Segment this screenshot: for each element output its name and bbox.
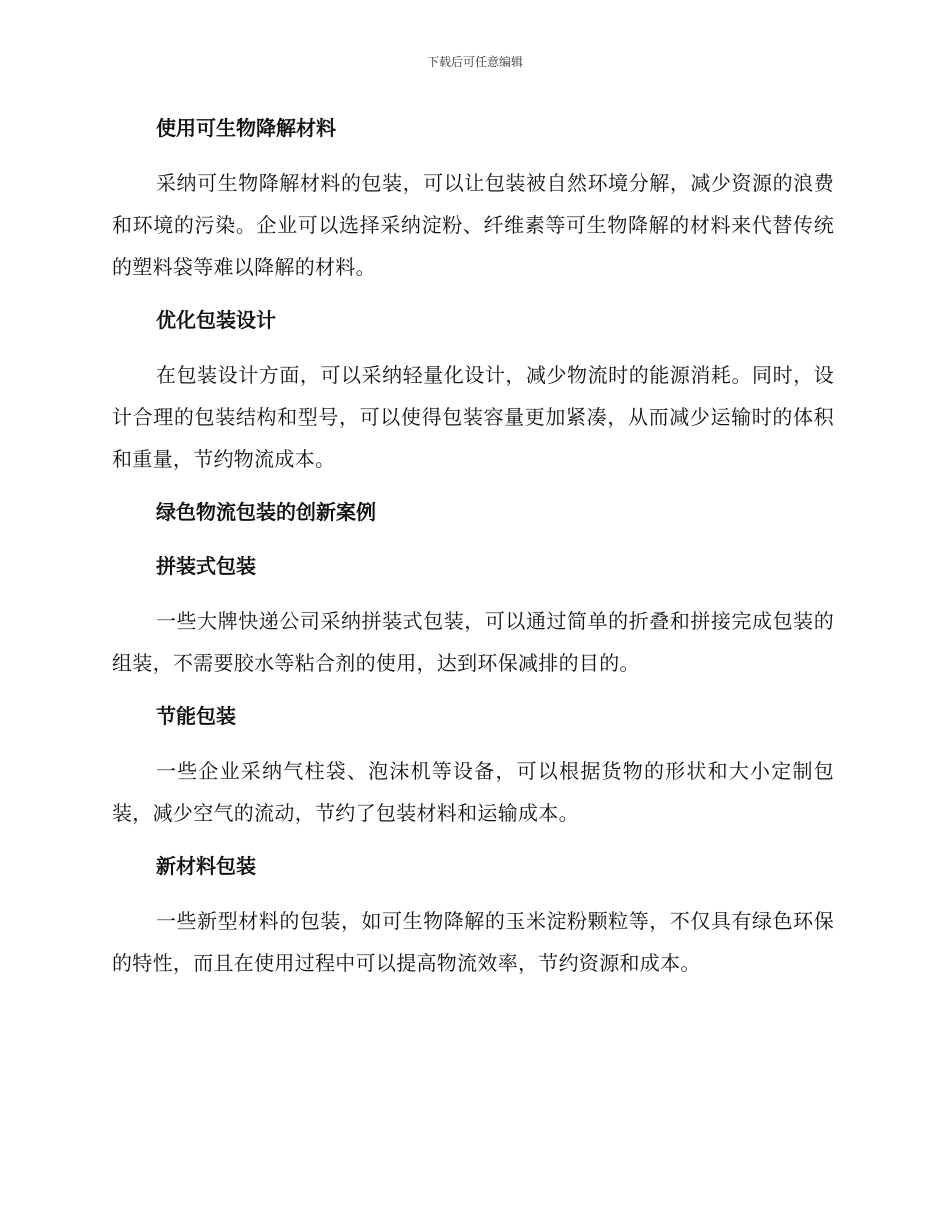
paragraph-new-material: 一些新型材料的包装，如可生物降解的玉米淀粉颗粒等，不仅具有绿色环保的特性，而且在使用过程中可以提高物流效率，节约资源和成本。 xyxy=(112,909,834,975)
section-heading-energy-saving: 节能包装 xyxy=(156,704,236,728)
section-heading-optimize-design: 优化包装设计 xyxy=(156,308,276,332)
document-body xyxy=(112,108,834,996)
section-heading-innovation-cases: 绿色物流包装的创新案例 xyxy=(156,500,376,524)
paragraph-optimize-design: 在包装设计方面，可以采纳轻量化设计，减少物流时的能源消耗。同时，设计合理的包装结构和型号，可以使得包装容量更加紧凑，从而减少运输时的体积和重量，节约物流成本。 xyxy=(112,363,834,471)
section-heading-new-material: 新材料包装 xyxy=(156,854,256,878)
section-heading-biodegradable: 使用可生物降解材料 xyxy=(156,116,336,140)
section-heading-assembly-packaging: 拼装式包装 xyxy=(156,554,256,578)
paragraph-assembly-packaging: 一些大牌快递公司采纳拼装式包装，可以通过简单的折叠和拼接完成包装的组装，不需要胶水等粘合剂的使用，达到环保减排的目的。 xyxy=(112,609,834,675)
paragraph-biodegradable: 采纳可生物降解材料的包装，可以让包装被自然环境分解，减少资源的浪费和环境的污染。企业可以选择采纳淀粉、纤维素等可生物降解的材料来代替传统的塑料袋等难以降解的材料。 xyxy=(112,171,834,279)
page-header: 下载后可任意编辑 xyxy=(426,55,523,69)
paragraph-energy-saving: 一些企业采纳气柱袋、泡沫机等设备，可以根据货物的形状和大小定制包装，减少空气的流动，节约了包装材料和运输成本。 xyxy=(112,759,834,825)
